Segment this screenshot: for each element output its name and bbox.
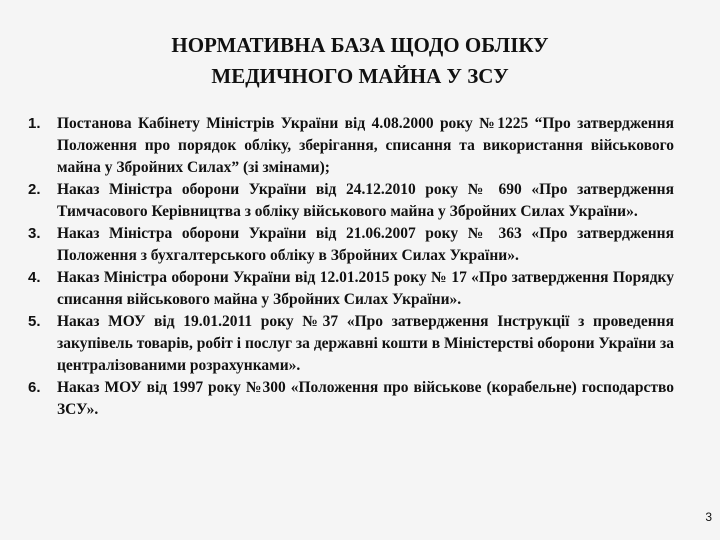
title-line-2: МЕДИЧНОГО МАЙНА У ЗСУ <box>211 64 509 88</box>
item-number: 5. <box>28 313 41 330</box>
page-number: 3 <box>705 510 712 524</box>
item-text: Наказ Міністра оборони України від 12.01.2015 року № 17 «Про затвердження Порядку списання військового майна у Збройних Силах України». <box>57 269 674 308</box>
item-number: 2. <box>28 181 41 198</box>
title-line-1: НОРМАТИВНА БАЗА ЩОДО ОБЛІКУ <box>171 33 549 57</box>
list-item <box>28 311 674 377</box>
item-text: Наказ МОУ від 1997 року №300 «Положення про військове (корабельне) господарство ЗСУ». <box>57 379 674 418</box>
item-text: Наказ Міністра оборони України від 21.06.2007 року № 363 «Про затвердження Положення з бухгалтерського обліку в Збройних Силах України». <box>57 225 674 264</box>
list-item <box>28 113 674 179</box>
list-item <box>28 223 674 267</box>
item-text: Постанова Кабінету Міністрів України від 4.08.2000 року №1225 “Про затвердження Положення про порядок обліку, зберігання, списання та використання військового майна у Збройних Силах” (зі змінами); <box>57 115 674 176</box>
item-text: Наказ Міністра оборони України від 24.12.2010 року № 690 «Про затвердження Тимчасового Керівництва з обліку військового майна у Збройних Силах України». <box>57 181 674 220</box>
item-text: Наказ МОУ від 19.01.2011 року №37 «Про затвердження Інструкції з проведення закупівель товарів, робіт і послуг за державні кошти в Міністерстві оборони України за централізованими розрахунками». <box>57 313 674 374</box>
slide-title <box>40 30 680 92</box>
list-item <box>28 267 674 311</box>
item-number: 4. <box>28 269 41 286</box>
item-number: 1. <box>28 115 41 132</box>
item-number: 3. <box>28 225 41 242</box>
item-number: 6. <box>28 379 41 396</box>
list-item <box>28 377 674 421</box>
regulations-list <box>28 113 674 421</box>
list-item <box>28 179 674 223</box>
